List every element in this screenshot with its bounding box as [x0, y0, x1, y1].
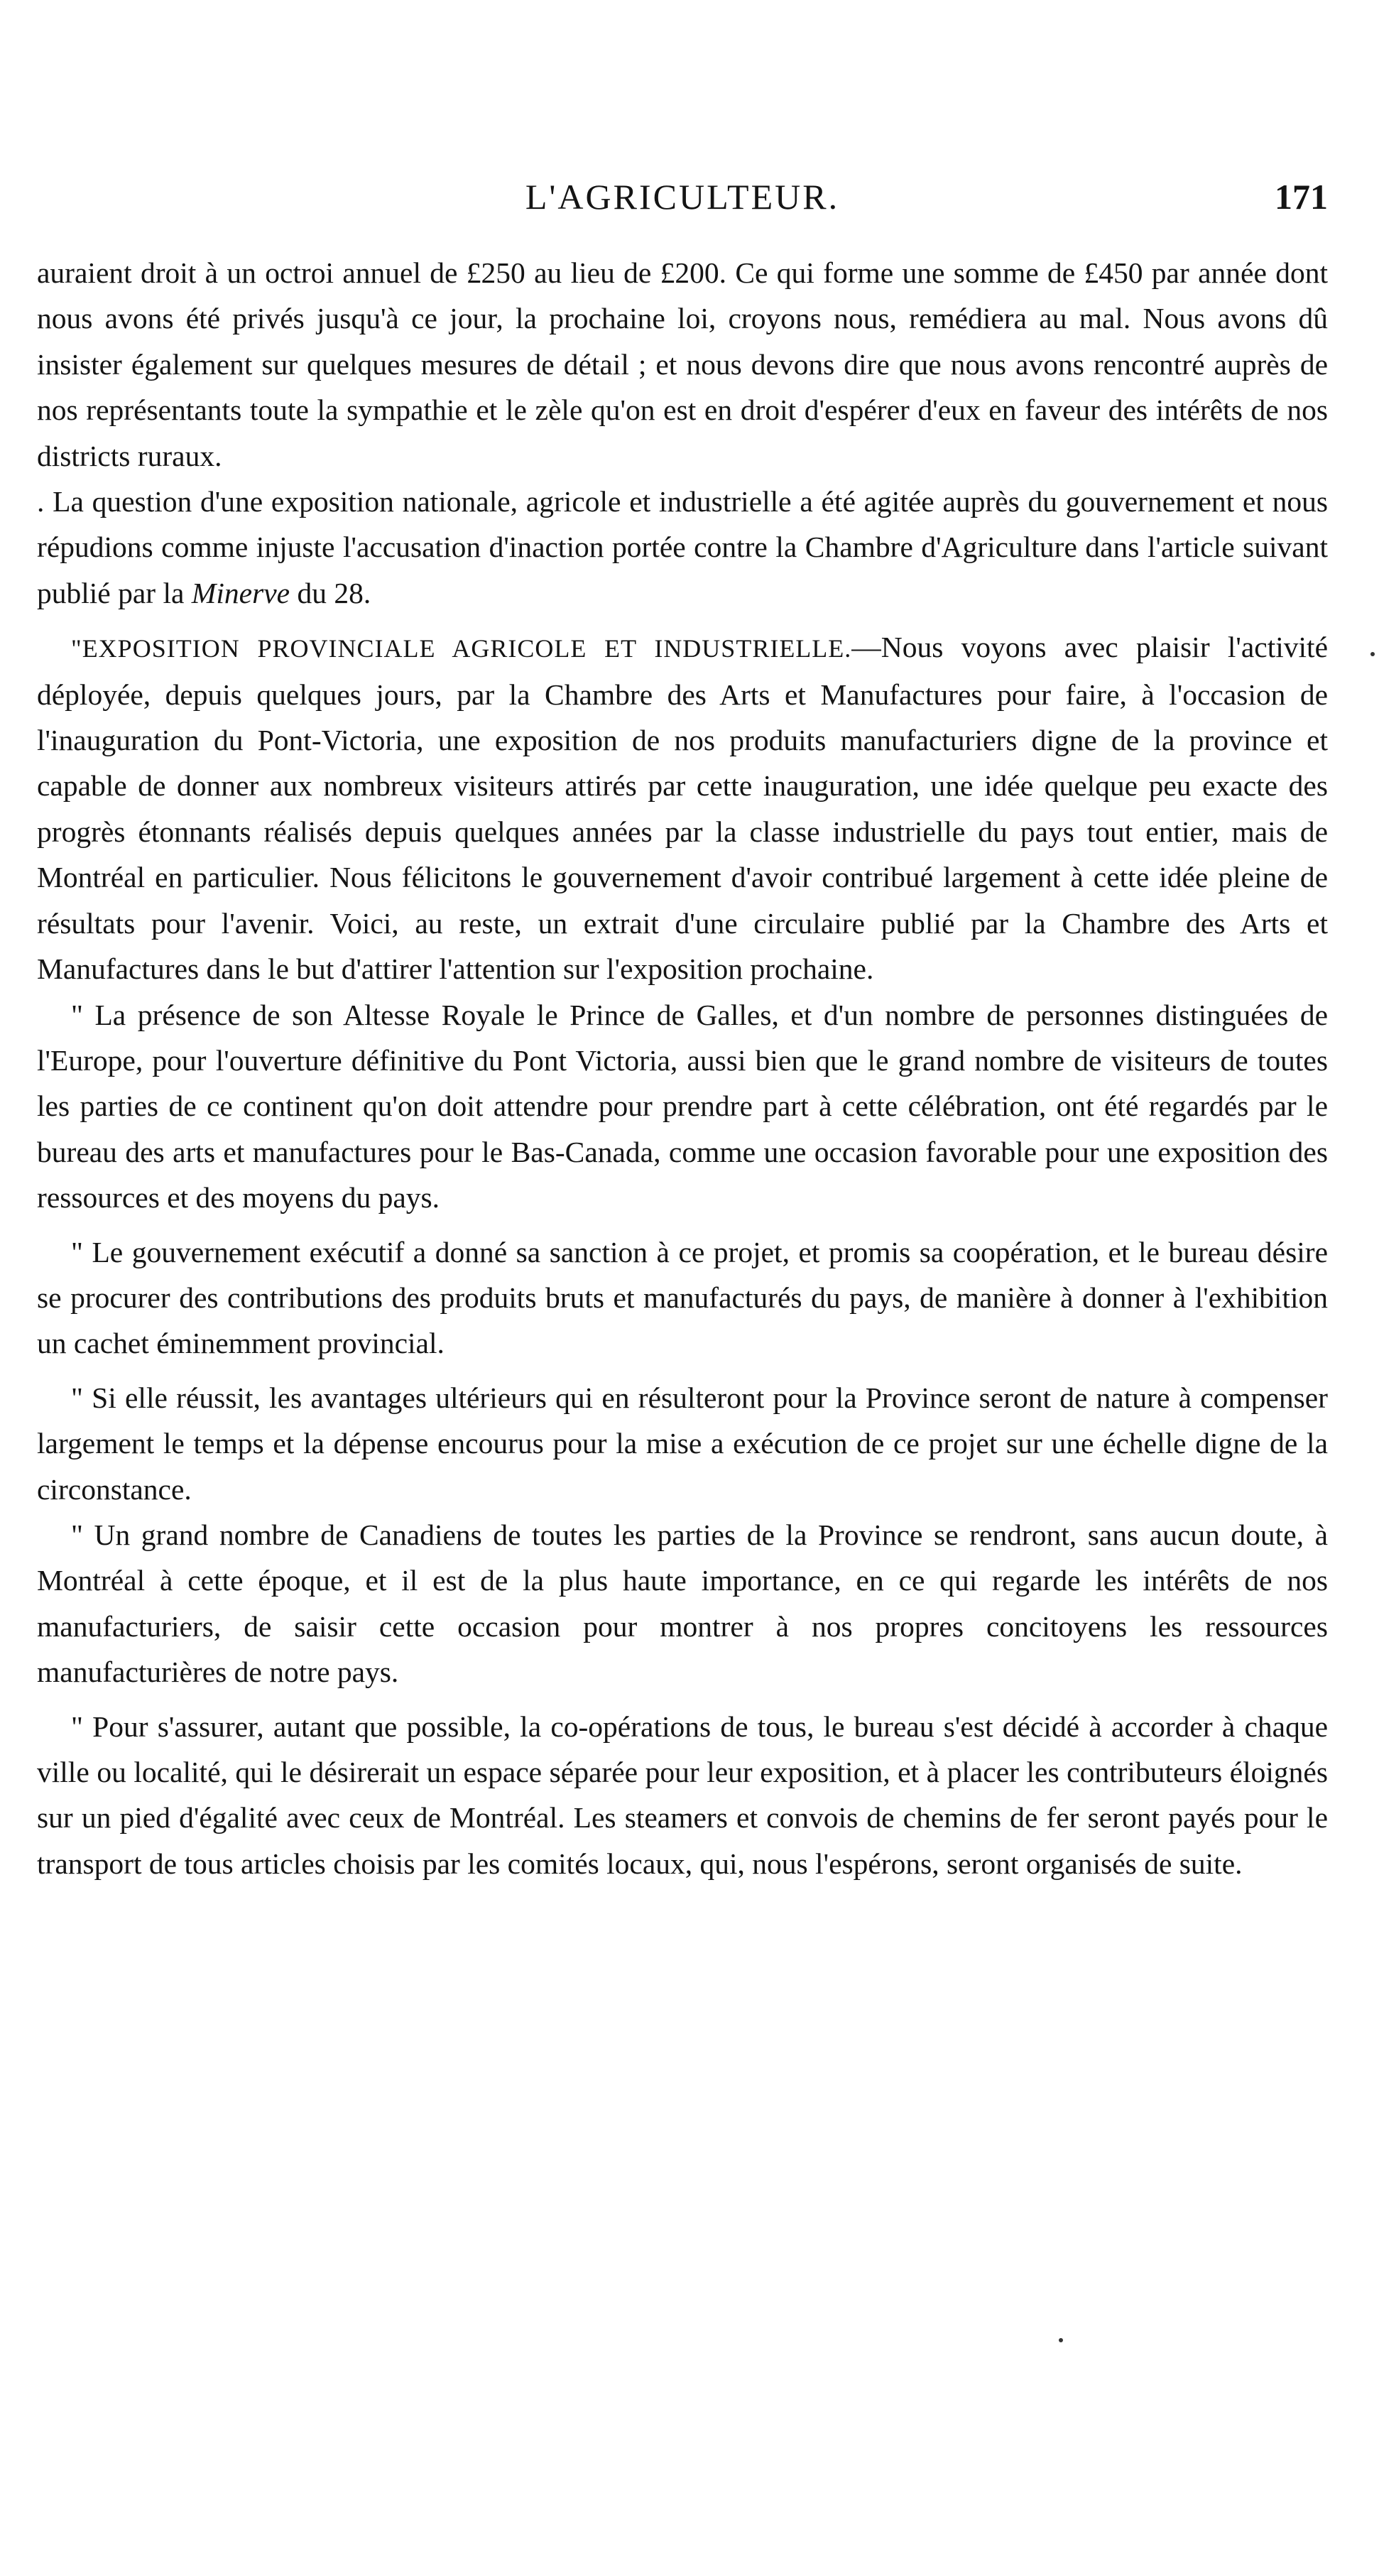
article-heading: "EXPOSITION PROVINCIALE AGRICOLE ET INDUSTRIELLE. [71, 634, 852, 663]
article-body [37, 250, 1328, 1886]
paragraph-grant: auraient droit à un octroi annuel de £250 au lieu de £200. Ce qui forme une somme de £450 par année dont nous avons été privés jusqu'à ce jour, la prochaine loi, croyons nous, remédiera au mal. Nous avons dû insister également sur quelques mesures de détail ; et nous devons dire que nous avons rencontré auprès de nos représentants toute la sympathie et le zèle qu'on est en droit d'espérer d'eux en faveur des intérêts de nos districts ruraux. [37, 256, 1328, 472]
newspaper-name: Minerve [191, 576, 290, 609]
paragraph-circular-3: " Si elle réussit, les avantages ultérieurs qui en résulteront pour la Province seront de nature à compenser largement le temps et la dépense encourus pour la mise a exécution de ce projet sur une échelle digne de la circonstance. [37, 1381, 1328, 1506]
running-title: L'AGRICULTEUR. [525, 177, 840, 217]
margin-speck [1370, 652, 1375, 656]
book-page [37, 176, 1328, 1886]
paragraph-text: du 28. [290, 576, 371, 609]
paragraph-circular-2: " Le gouvernement exécutif a donné sa sanction à ce projet, et promis sa coopération, et le bureau désire se procurer des contributions des produits bruts et manufacturés du pays, de manière à donner à l'exhibition un cachet éminemment provincial. [37, 1235, 1328, 1360]
paragraph-circular-1: " La présence de son Altesse Royale le Prince de Galles, et d'un nombre de personnes distinguées de l'Europe, pour l'ouverture définitive du Pont Victoria, aussi bien que le grand nombre de visiteurs de toutes les parties de ce continent qu'on doit attendre pour prendre part à cette célébration, ont été regardés par le bureau des arts et manufactures pour le Bas-Canada, comme une occasion favorable pour une exposition des ressources et des moyens du pays. [37, 998, 1328, 1214]
paragraph-text: . La question d'une exposition nationale, agricole et industrielle a été agitée auprès du gouvernement et nous répudions comme injuste l'accusation d'inaction portée contre la Chambre d'Agriculture dans l'article suivant publié par la [37, 485, 1328, 609]
running-header [37, 176, 1328, 226]
paragraph-circular-5: " Pour s'assurer, autant que possible, la co-opérations de tous, le bureau s'est décidé à accorder à chaque ville ou localité, qui le désirerait un espace séparée pour leur exposition, et à placer les contributeurs éloignés sur un pied d'égalité avec ceux de Montréal. Les steamers et convois de chemins de fer seront payés pour le transport de tous articles choisis par les comités locaux, qui, nous l'espérons, seront organisés de suite. [37, 1710, 1328, 1880]
page-number: 171 [1275, 177, 1328, 217]
paragraph-quoted-article [37, 624, 1328, 991]
margin-speck [1059, 2338, 1063, 2342]
paragraph-text: —Nous voyons avec plaisir l'activité déployée, depuis quelques jours, par la Chambre des Arts et Manufactures pour faire, à l'occasion de l'inauguration du Pont-Victoria, une exposition de nos produits manufacturiers digne de la province et capable de donner aux nombreux visiteurs attirés par cette inauguration, une idée quelque peu exacte des progrès étonnants réalisés depuis quelques années par la classe industrielle du pays tout entier, mais de Montréal en particulier. Nous félicitons le gouvernement d'avoir contribué largement à cette idée pleine de résultats pour l'avenir. Voici, au reste, un extrait d'une circulaire publié par la Chambre des Arts et Manufactures dans le but d'attirer l'attention sur l'exposition prochaine. [37, 631, 1328, 986]
paragraph-exposition-question [37, 479, 1328, 616]
paragraph-circular-4: " Un grand nombre de Canadiens de toutes les parties de la Province se rendront, sans aucun doute, à Montréal à cette époque, et il est de la plus haute importance, en ce qui regarde les intérêts de nos manufacturiers, de saisir cette occasion pour montrer à nos propres concitoyens les ressources manufacturières de notre pays. [37, 1518, 1328, 1689]
